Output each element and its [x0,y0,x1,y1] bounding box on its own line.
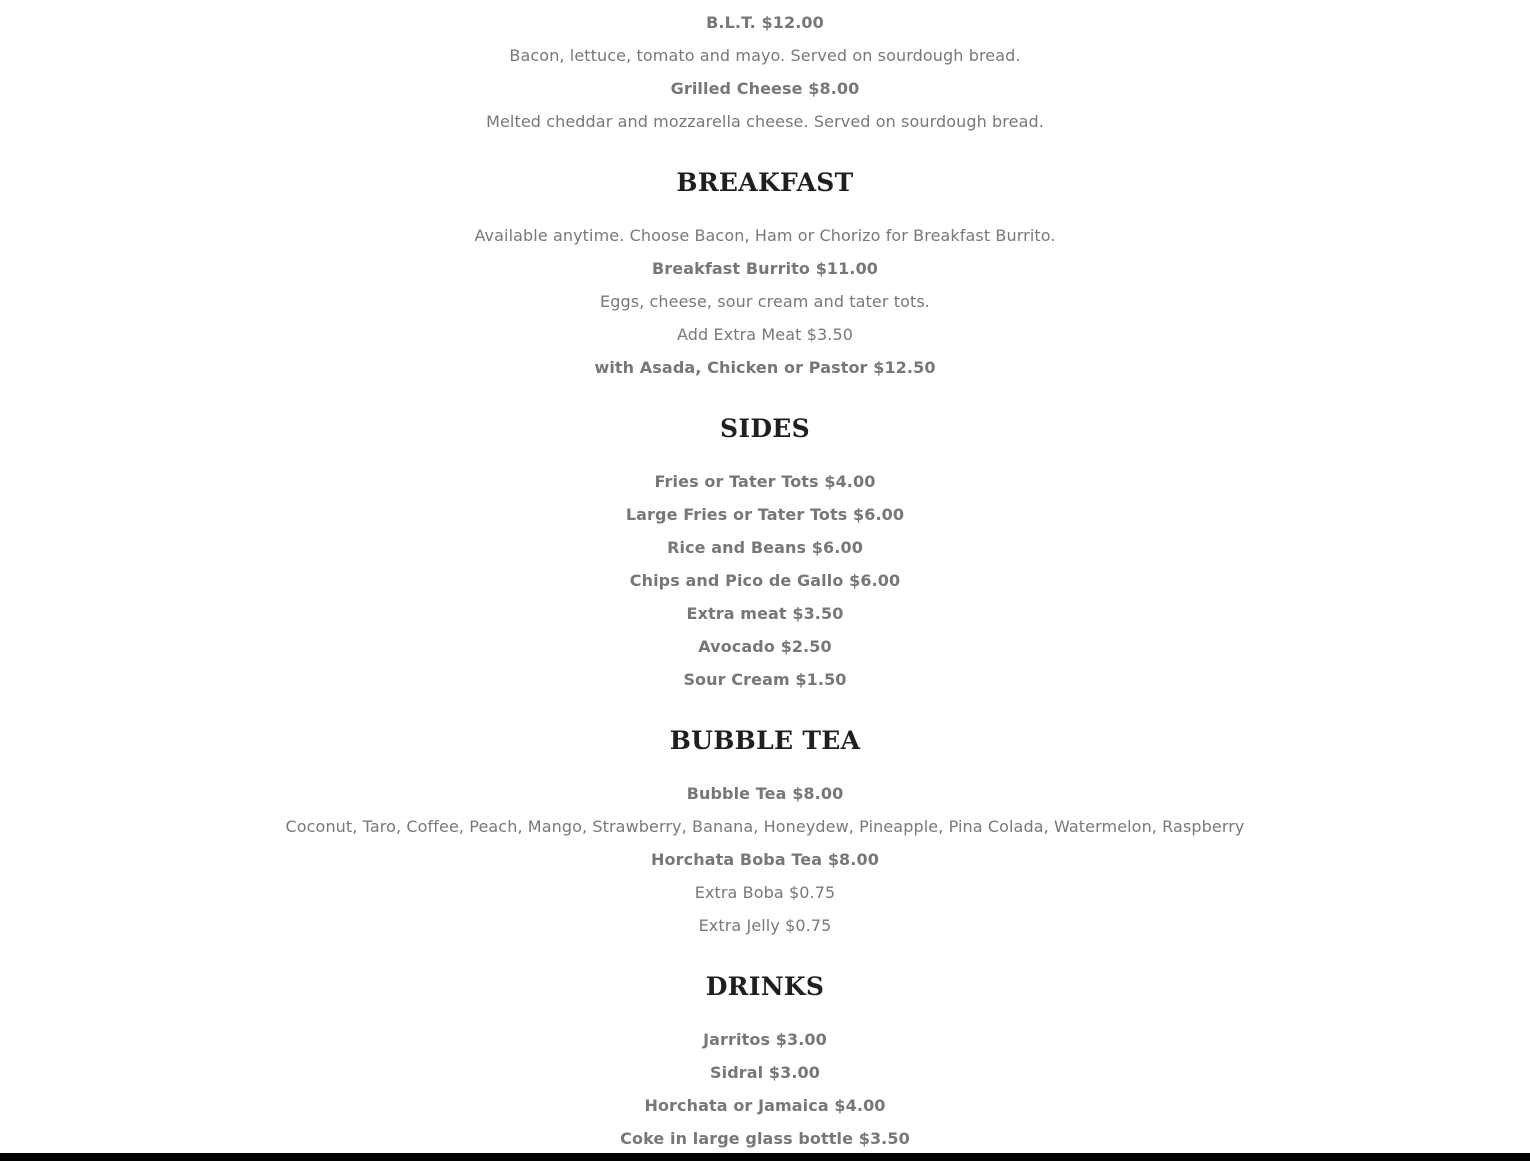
side-item: Avocado $2.50 [698,637,832,656]
bubble-tea-flavors: Coconut, Taro, Coffee, Peach, Mango, Strawberry, Banana, Honeydew, Pineapple, Pina Colada, Watermelon, Raspberry [285,817,1245,836]
side-item: Fries or Tater Tots $4.00 [654,472,876,491]
menu-item-grilled-cheese: Grilled Cheese $8.00 [670,79,860,98]
side-item: Sour Cream $1.50 [683,670,847,689]
extra-jelly: Extra Jelly $0.75 [698,916,832,935]
drink-item: Horchata or Jamaica $4.00 [644,1096,886,1115]
drink-item: Sidral $3.00 [709,1063,820,1082]
breakfast-extra-meat: Add Extra Meat $3.50 [677,325,853,344]
section-heading-bubble-tea: BUBBLE TEA [669,726,861,755]
section-heading-sides: SIDES [719,414,811,443]
side-item: Large Fries or Tater Tots $6.00 [625,505,905,524]
menu-item-bubble-tea: Bubble Tea $8.00 [686,784,844,803]
side-item: Rice and Beans $6.00 [667,538,863,557]
breakfast-upgrade: with Asada, Chicken or Pastor $12.50 [594,358,936,377]
menu-item-blt-description: Bacon, lettuce, tomato and mayo. Served on sourdough bread. [509,46,1021,65]
section-heading-breakfast: BREAKFAST [676,168,854,197]
menu-item-grilled-cheese-description: Melted cheddar and mozzarella cheese. Served on sourdough bread. [486,112,1044,131]
menu-item-horchata-boba: Horchata Boba Tea $8.00 [651,850,879,869]
extra-boba: Extra Boba $0.75 [694,883,836,902]
side-item: Extra meat $3.50 [686,604,844,623]
section-heading-drinks: DRINKS [705,972,825,1001]
menu-item-breakfast-burrito: Breakfast Burrito $11.00 [651,259,879,278]
drink-item: Jarritos $3.00 [703,1030,827,1049]
cut-off-description [0,0,1530,5]
drink-item: Coke in large glass bottle $3.50 [620,1129,910,1148]
breakfast-note: Available anytime. Choose Bacon, Ham or Chorizo for Breakfast Burrito. [474,226,1056,245]
side-item: Chips and Pico de Gallo $6.00 [629,571,901,590]
bottom-bar [0,1153,1530,1161]
menu-item-breakfast-burrito-description: Eggs, cheese, sour cream and tater tots. [600,292,930,311]
menu-item-blt: B.L.T. $12.00 [706,13,824,32]
